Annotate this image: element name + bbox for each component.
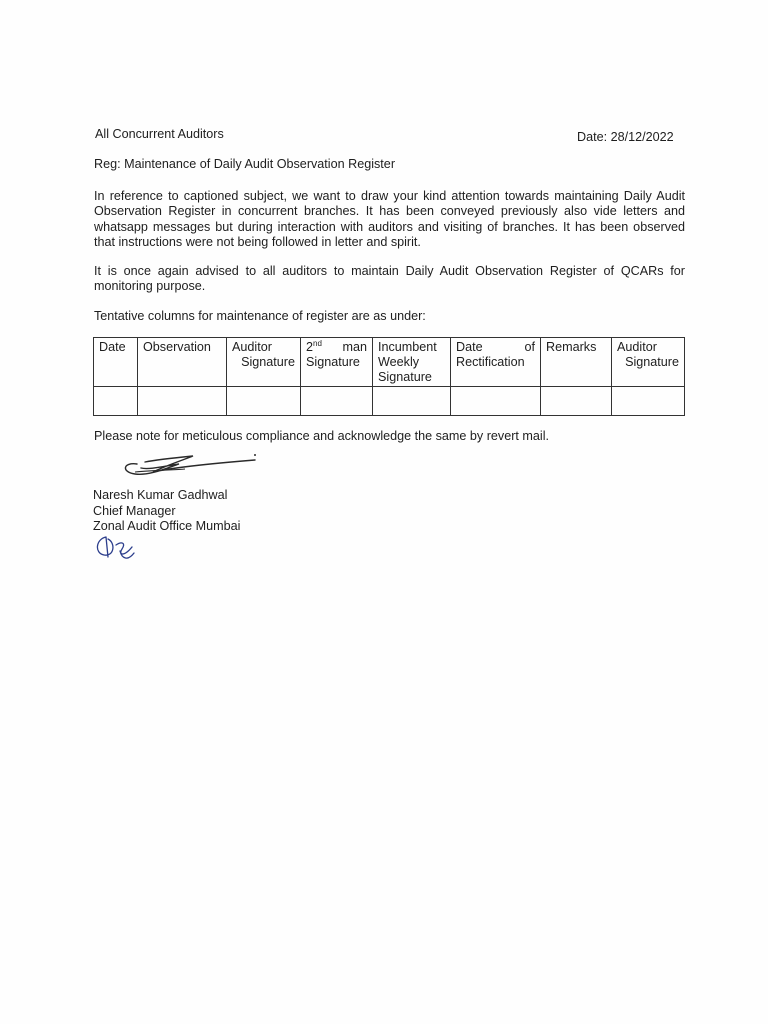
register-columns-table <box>93 337 685 416</box>
letter-date: Date: 28/12/2022 <box>577 130 674 144</box>
col-date: Date <box>94 338 138 387</box>
addressee: All Concurrent Auditors <box>95 127 224 141</box>
col-auditor-signature-2: Auditor Signature <box>612 338 685 387</box>
col-auditor-signature: Auditor Signature <box>227 338 301 387</box>
paragraph-1: In reference to captioned subject, we want to draw your kind attention towards maintaining Daily Audit Observation Register in concurrent branches. It has been conveyed previously also vide letters and whatsapp messages but during interaction with auditors and visiting of branches. It has been observed that instructions were not being followed in letter and spirit. <box>94 189 685 249</box>
col-observation: Observation <box>138 338 227 387</box>
subject-line: Reg: Maintenance of Daily Audit Observation Register <box>94 157 396 171</box>
signatory-office: Zonal Audit Office Mumbai <box>93 519 241 533</box>
signatory-name: Naresh Kumar Gadhwal <box>93 488 228 502</box>
signatory-block <box>93 488 240 535</box>
table-header-row <box>94 338 685 387</box>
col-second-man-signature: 2nd man Signature <box>301 338 373 387</box>
table-intro: Tentative columns for maintenance of register are as under: <box>94 309 426 323</box>
signature-icon <box>115 450 265 486</box>
col-remarks: Remarks <box>541 338 612 387</box>
paragraph-2: It is once again advised to all auditors to maintain Daily Audit Observation Register of QCARs for monitoring purpose. <box>94 264 685 294</box>
closing-note: Please note for meticulous compliance and acknowledge the same by revert mail. <box>94 429 550 443</box>
signatory-title: Chief Manager <box>93 503 176 518</box>
col-incumbent-weekly-signature: Incumbent Weekly Signature <box>373 338 451 387</box>
col-date-of-rectification: Date of Rectification <box>451 338 541 387</box>
initials-icon <box>92 531 140 563</box>
table-row <box>94 387 685 416</box>
